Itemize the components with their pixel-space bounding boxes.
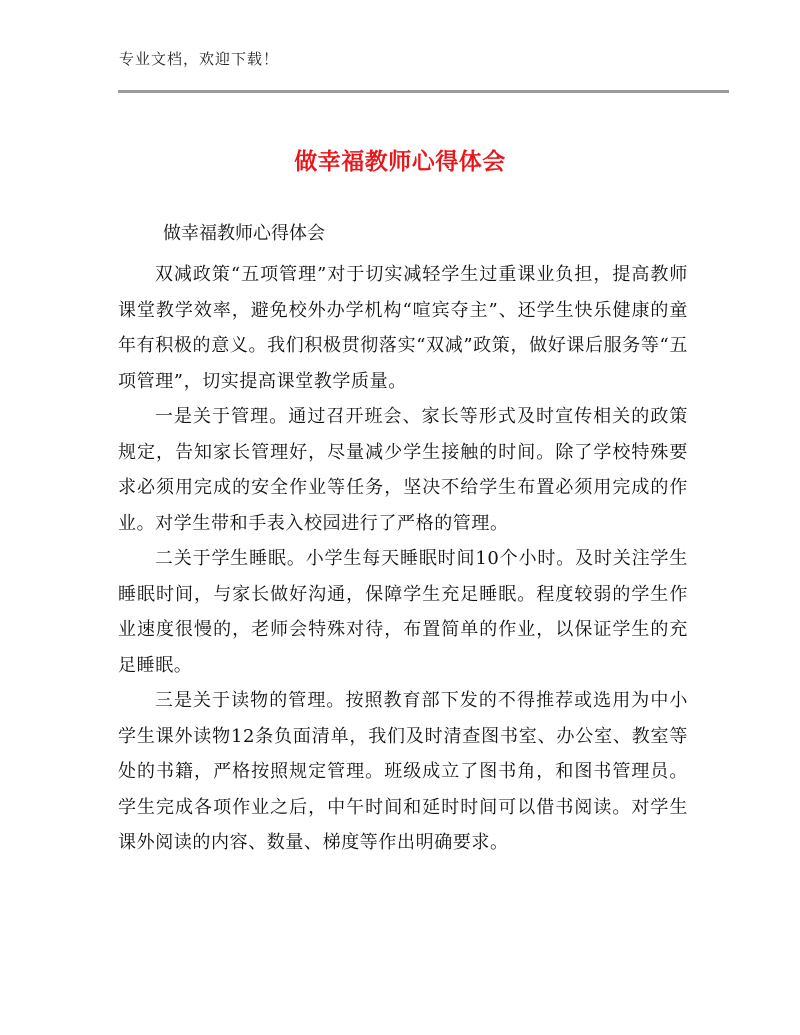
header-divider xyxy=(118,90,729,93)
body-paragraph: 三是关于读物的管理。按照教育部下发的不得推荐或选用为中小学生课外读物12条负面清单，我们及时清查图书室、办公室、教室等处的书籍，严格按照规定管理。班级成立了图书角，和图书管理员。学生完成各项作业之后，中午时间和延时时间可以借书阅读。对学生课外阅读的内容、数量、梯度等作出明确要求。 xyxy=(118,690,688,853)
document-body xyxy=(118,257,688,861)
body-paragraph: 一是关于管理。通过召开班会、家长等形式及时宣传相关的政策规定，告知家长管理好，尽量减少学生接触的时间。除了学校特殊要求必须用完成的安全作业等任务，坚决不给学生布置必须用完成的作业。对学生带和手表入校园进行了严格的管理。 xyxy=(118,406,688,534)
body-paragraph: 二关于学生睡眠。小学生每天睡眠时间10个小时。及时关注学生睡眠时间，与家长做好沟通，保障学生充足睡眠。程度较弱的学生作业速度很慢的，老师会特殊对待，布置简单的作业，以保证学生的充足睡眠。 xyxy=(118,548,688,676)
page-header-text: 专业文档，欢迎下载！ xyxy=(119,50,280,68)
body-paragraph: 双减政策“五项管理”对于切实减轻学生过重课业负担，提高教师课堂教学效率，避免校外办学机构“喧宾夺主”、还学生快乐健康的童年有积极的意义。我们积极贯彻落实“双减”政策，做好课后服务等“五项管理”，切实提高课堂教学质量。 xyxy=(118,264,688,392)
document-subtitle: 做幸福教师心得体会 xyxy=(163,223,325,244)
document-title: 做幸福教师心得体会 xyxy=(294,149,506,175)
